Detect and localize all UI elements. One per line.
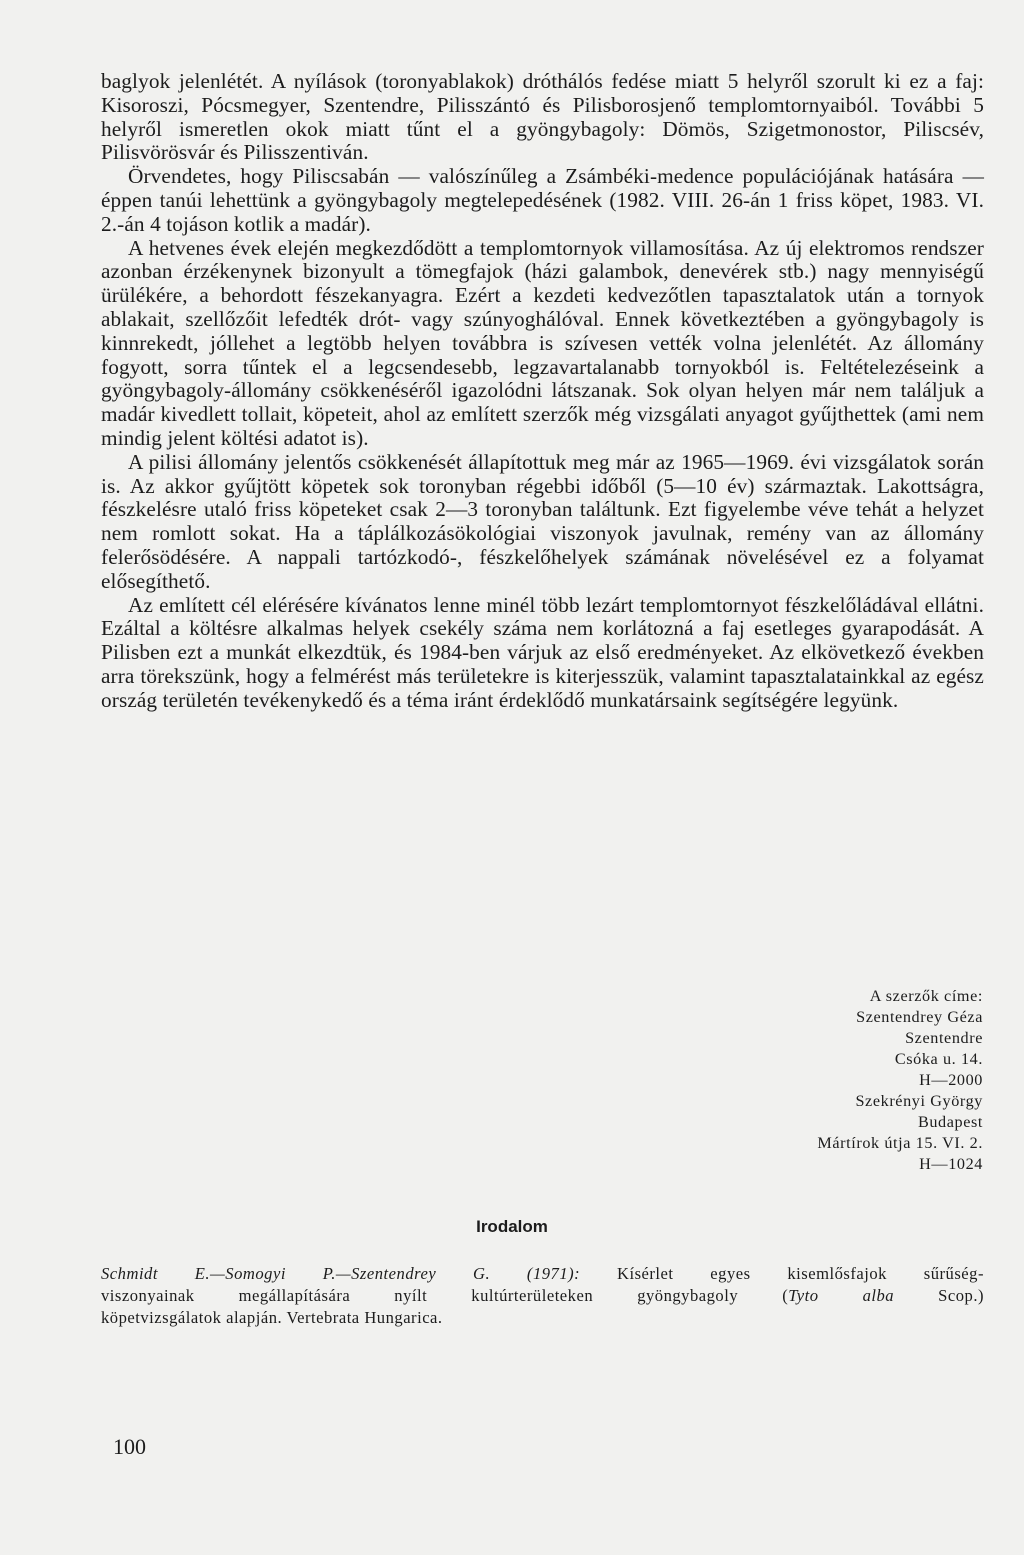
reference-species: Tyto alba [788,1286,895,1305]
paragraph-5: Az említett cél elérésére kívánatos lenne minél több lezárt templomtornyot fészkelőládával ellátni. Ezáltal a költésre alkalmas helyek csekély száma nem korlátozná a faj esetleges gyarapodását. A Pilisben ezt a munkát elkezdtük, és 1984-ben várjuk az első eredményeket. Az elkövetkező években arra törekszünk, hogy a felmérést más területekre is kiterjesszük, valamint tapasztalatainkkal az egész ország területén tevékenykedő és a téma iránt érdeklődő munkatársaink segítségére legyünk. [101,592,984,712]
references-heading: Irodalom [476,1217,548,1236]
article-body [101,70,984,713]
author-address-block [640,986,983,1175]
address-city-2: Budapest [917,1113,983,1131]
address-street-2: Mártírok útja 15. VI. 2. [817,1134,983,1152]
address-heading: A szerzők címe: [869,987,983,1005]
reference-title-middle: viszonyainak megállapítására nyílt kultúrterületeken gyöngybagoly ( [101,1286,789,1305]
reference-authors: Schmidt E.—Somogyi P.—Szentendrey G. (1971): [101,1264,581,1283]
author-name-2: Szekrényi György [855,1092,983,1110]
reference-title-end: Scop.) [894,1286,985,1305]
reference-line-3: köpetvizsgálatok alapján. Vertebrata Hungarica. [101,1308,443,1327]
reference-line-1 [101,1263,984,1285]
reference-entry [101,1263,984,1329]
author-name-1: Szentendrey Géza [856,1008,983,1026]
paragraph-2: Örvendetes, hogy Piliscsabán — valószínűleg a Zsámbéki-medence populációjának hatására — éppen tanúi lehettünk a gyöngybagoly megtelepedésének (1982. VIII. 26-án 1 friss köpet, 1983. VI. 2.-án 4 tojáson kotlik a madár). [101,164,984,236]
paragraph-1: baglyok jelenlétét. A nyílások (toronyablakok) dróthálós fedése miatt 5 helyről szorult ki ez a faj: Kisoroszi, Pócsmegyer, Szentendre, Pilisszántó és Pilisborosjenő templomtornyaiból. További 5 helyről ismeretlen okok miatt tűnt el a gyöngybagoly: Dömös, Szigetmonostor, Piliscsév, Pilisvörösvár és Pilisszentiván. [101,69,984,165]
address-street-1: Csóka u. 14. [894,1050,983,1068]
address-city-1: Szentendre [905,1029,983,1047]
paragraph-4: A pilisi állomány jelentős csökkenését állapítottuk meg már az 1965—1969. évi vizsgálatok során is. Az akkor gyűjtött köpetek sok toronyban régebbi időből (5—10 év) származtak. Lakottságra, fészkelésre utaló friss köpeteket csak 2—3 toronyban találtunk. Ezt figyelembe véve tehát a helyzet nem romlott sokat. Ha a táplálkozásökológiai viszonyok javulnak, remény van az állomány felerősödésére. A nappali tartózkodó-, fészkelőhelyek számának növelésével ez a folyamat elősegíthető. [101,449,984,593]
page-number: 100 [113,1434,146,1459]
address-postcode-2: H—1024 [919,1155,983,1173]
paragraph-3: A hetvenes évek elején megkezdődött a templomtornyok villamosítása. Az új elektromos rendszer azonban érzékenynek bizonyult a tömegfajok (házi galambok, denevérek stb.) nagy mennyiségű ürülékére, a behordott fészekanyagra. Ezért a kezdeti kedvezőtlen tapasztalatok után a tornyok ablakait, szellőzőit lefedték drót- vagy szúnyoghálóval. Ennek következtében a gyöngybagoly is kinnrekedt, jóllehet a legtöbb helyen továbbra is szívesen vették volna jelenlétét. Az állomány fogyott, sorra tűntek el a legcsendesebb, legzavartalanabb tornyokból is. Feltételezéseink a gyöngybagoly-állomány csökkenéséről igazolódni látszanak. Sok olyan helyen már nem találjuk a madár kivedlett tollait, köpeteit, ahol az említett szerzők még vizsgálati anyagot gyűjthettek (ami nem mindig jelent költési adatot is). [101,235,984,450]
reference-title-start: Kísérlet egyes kisemlősfajok sűrűség- [580,1264,984,1283]
reference-line-2 [101,1285,984,1307]
address-postcode-1: H—2000 [919,1071,983,1089]
